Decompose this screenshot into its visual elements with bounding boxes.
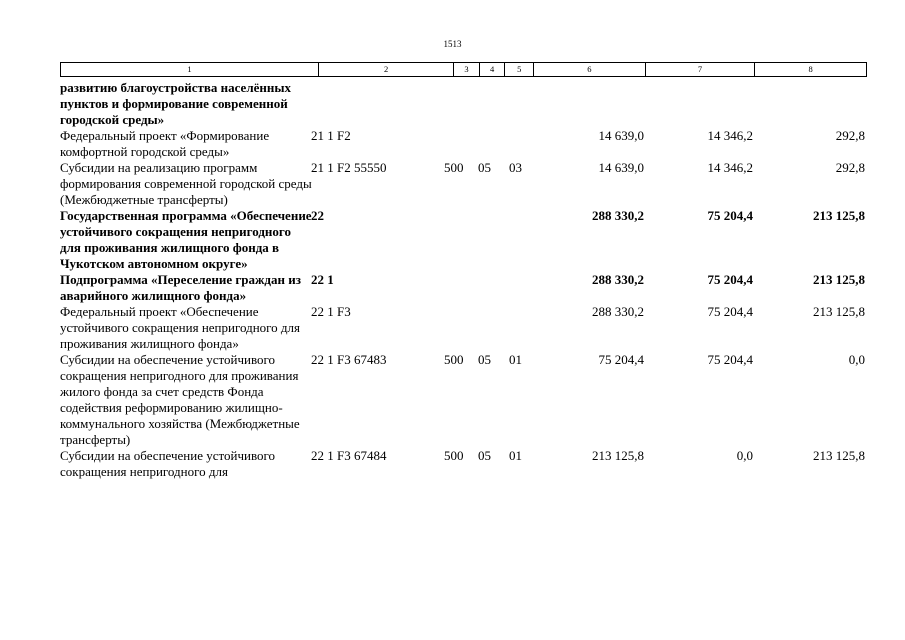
row-col3: 500 (444, 352, 464, 367)
column-header-6: 6 (534, 63, 646, 77)
row-value-8: 0,0 (848, 352, 865, 367)
column-header-4: 4 (479, 63, 505, 77)
row-value-6: 75 204,4 (598, 352, 644, 367)
row-value-7: 75 204,4 (707, 208, 753, 223)
row-col4: 05 (478, 160, 491, 175)
row-name: Субсидии на обеспечение устойчивого сокращения непригодного для проживания жилого фонда за счет средств Фонда содействия реформированию жилищно-коммунального хозяйства (Межбюджетные трансферты) (60, 352, 300, 447)
row-name: Субсидии на реализацию программ формирования современной городской среды (Межбюджетные трансферты) (60, 160, 312, 207)
row-col4: 05 (478, 352, 491, 367)
table-row (60, 352, 867, 448)
row-value-6: 288 330,2 (592, 272, 644, 287)
row-value-6: 14 639,0 (598, 128, 644, 143)
table-row (60, 448, 867, 480)
row-code: 22 1 F3 (311, 304, 351, 319)
table-row (60, 160, 867, 208)
column-header-7: 7 (645, 63, 755, 77)
row-value-7: 75 204,4 (707, 304, 753, 319)
row-value-7: 75 204,4 (707, 272, 753, 287)
row-value-6: 213 125,8 (592, 448, 644, 463)
row-value-8: 213 125,8 (813, 304, 865, 319)
row-name: Федеральный проект «Обеспечение устойчивого сокращения непригодного для проживания жилищного фонда» (60, 304, 301, 351)
row-name: Государственная программа «Обеспечение устойчивого сокращения непригодного для проживания жилищного фонда в Чукотском автономном округе» (60, 208, 312, 271)
row-name: развитию благоустройства населённых пунктов и формирование современной городской среды» (60, 80, 292, 127)
row-col5: 01 (509, 448, 522, 463)
row-value-7: 14 346,2 (707, 160, 753, 175)
row-value-6: 288 330,2 (592, 208, 644, 223)
row-col5: 01 (509, 352, 522, 367)
row-code: 22 1 (311, 272, 334, 287)
table-row (60, 128, 867, 160)
row-code: 21 1 F2 55550 (311, 160, 387, 175)
row-value-8: 292,8 (835, 128, 865, 143)
row-col4: 05 (478, 448, 491, 463)
row-col3: 500 (444, 448, 464, 463)
column-header-3: 3 (454, 63, 480, 77)
row-value-7: 75 204,4 (707, 352, 753, 367)
row-code: 22 1 F3 67483 (311, 352, 387, 367)
row-value-8: 213 125,8 (813, 272, 865, 287)
table-row (60, 272, 867, 304)
table-row (60, 208, 867, 272)
row-name: Подпрограмма «Переселение граждан из аварийного жилищного фонда» (60, 272, 301, 303)
column-header-2: 2 (319, 63, 454, 77)
row-value-8: 213 125,8 (813, 208, 865, 223)
row-value-7: 0,0 (736, 448, 753, 463)
row-col3: 500 (444, 160, 464, 175)
table-row (60, 80, 867, 128)
row-col5: 03 (509, 160, 522, 175)
row-code: 22 (311, 208, 324, 223)
row-value-8: 213 125,8 (813, 448, 865, 463)
row-value-6: 14 639,0 (598, 160, 644, 175)
row-value-8: 292,8 (835, 160, 865, 175)
row-name: Федеральный проект «Формирование комфортной городской среды» (60, 128, 270, 159)
budget-table-body (60, 80, 867, 480)
row-value-7: 14 346,2 (707, 128, 753, 143)
column-header-table (60, 62, 867, 77)
column-header-1: 1 (61, 63, 319, 77)
column-header-row (61, 63, 867, 77)
row-code: 21 1 F2 (311, 128, 351, 143)
row-value-6: 288 330,2 (592, 304, 644, 319)
row-name: Субсидии на обеспечение устойчивого сокращения непригодного для (60, 448, 276, 479)
row-code: 22 1 F3 67484 (311, 448, 387, 463)
table-row (60, 304, 867, 352)
column-header-5: 5 (505, 63, 534, 77)
page-number: 1513 (443, 39, 462, 49)
column-header-8: 8 (755, 63, 867, 77)
